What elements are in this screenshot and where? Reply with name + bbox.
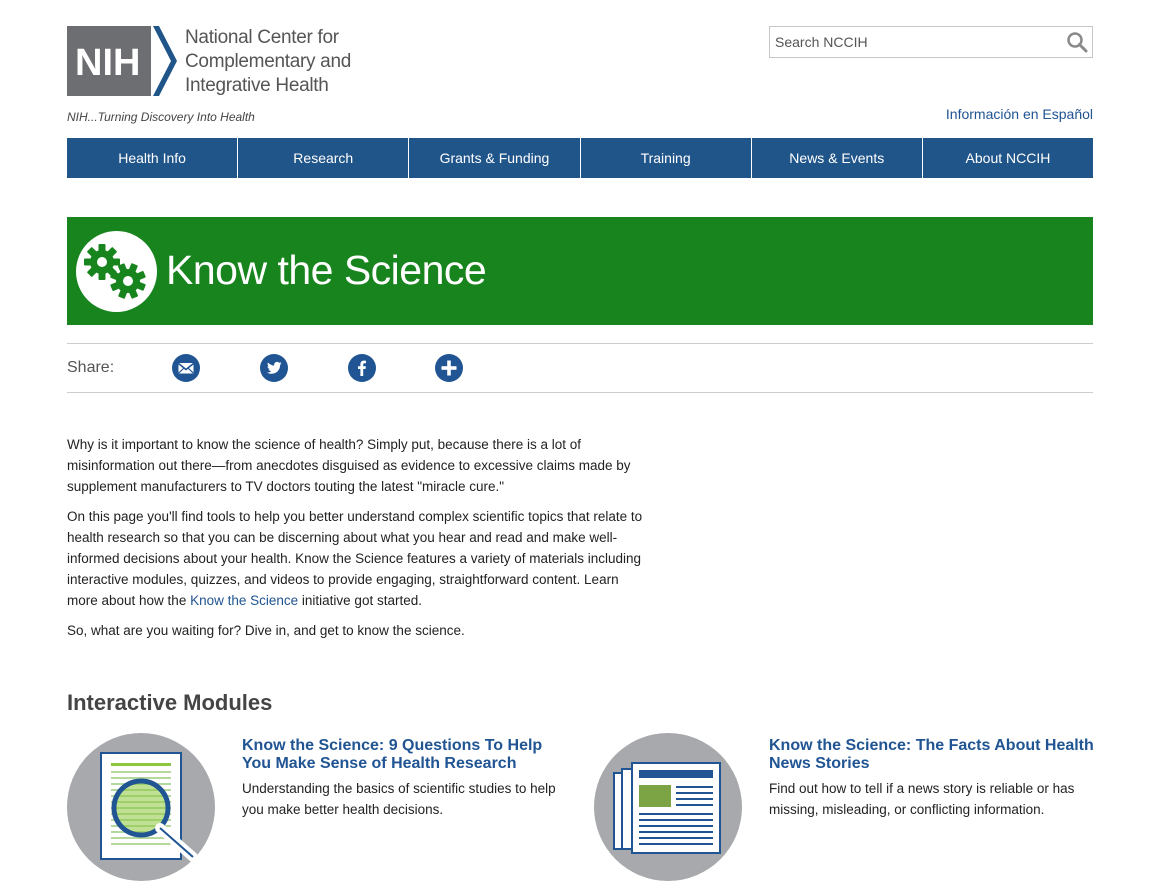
share-bar: [67, 343, 1093, 393]
intro-paragraph-2: [67, 506, 652, 611]
nccih-logo[interactable]: [67, 26, 387, 98]
intro-p2-text: On this page you'll find tools to help you better understand complex scientific topics that relate to health research so that you can be discerning about what you hear and read and make well-informed decisions about your health. Know the Science features a variety of materials including interactive modules, quizzes, and videos to provide engaging, straightforward content. Learn more about how the: [67, 509, 643, 608]
know-the-science-link[interactable]: Know the Science: [190, 593, 299, 608]
page-title: Know the Science: [166, 247, 487, 293]
nav-grants-funding[interactable]: Grants & Funding: [409, 138, 580, 178]
gears-icon: [76, 231, 157, 312]
nav-news-events[interactable]: News & Events: [752, 138, 923, 178]
module-2-title[interactable]: Know the Science: The Facts About Health News Stories: [769, 737, 1094, 772]
nav-about[interactable]: About NCCIH: [965, 150, 1051, 166]
intro-text: [67, 434, 652, 650]
nav-research[interactable]: Research: [238, 138, 409, 178]
nih-logo-badge: [67, 26, 179, 96]
intro-paragraph-3: So, what are you waiting for? Dive in, and get to know the science.: [67, 623, 465, 638]
search-box: [769, 26, 1093, 58]
nav-health-info[interactable]: Health Info: [67, 138, 238, 178]
search-input[interactable]: [770, 27, 1060, 57]
logo-line-3: Integrative Health: [185, 75, 329, 96]
nav-training[interactable]: Training: [581, 138, 752, 178]
share-label: Share:: [67, 359, 115, 376]
module-card-2: [594, 733, 1094, 883]
tagline: NIH...Turning Discovery Into Health: [67, 110, 255, 124]
facebook-icon[interactable]: [348, 354, 376, 382]
module-card-1: [67, 733, 557, 883]
nih-logo-text: NIH: [75, 42, 141, 84]
intro-p2-tail: initiative got started.: [298, 593, 422, 608]
newspaper-icon[interactable]: [594, 733, 742, 881]
logo-line-1: National Center for: [185, 27, 339, 48]
logo-wordmark: [185, 26, 351, 98]
twitter-icon[interactable]: [260, 354, 288, 382]
module-1-description: Understanding the basics of scientific studies to help you make better health decisions.: [242, 781, 556, 817]
intro-paragraph-1: Why is it important to know the science of health? Simply put, because there is a lot of misinformation out there—from anecdotes disguised as evidence to excessive claims made by supplement manufacturers to TV doctors touting the latest "miracle cure.": [67, 437, 631, 494]
page-banner: [67, 217, 1093, 325]
email-icon[interactable]: [172, 354, 200, 382]
module-2-description: Find out how to tell if a news story is reliable or has missing, misleading, or conflicting information.: [769, 781, 1075, 817]
research-magnifier-icon[interactable]: [67, 733, 215, 881]
module-1-title[interactable]: Know the Science: 9 Questions To Help You Make Sense of Health Research: [242, 737, 543, 772]
spanish-link[interactable]: Información en Español: [945, 106, 1093, 122]
search-icon[interactable]: [1066, 31, 1088, 53]
logo-line-2: Complementary and: [185, 51, 351, 72]
interactive-modules-heading: Interactive Modules: [67, 690, 273, 715]
main-nav: [67, 138, 1093, 178]
add-share-icon[interactable]: [435, 354, 463, 382]
